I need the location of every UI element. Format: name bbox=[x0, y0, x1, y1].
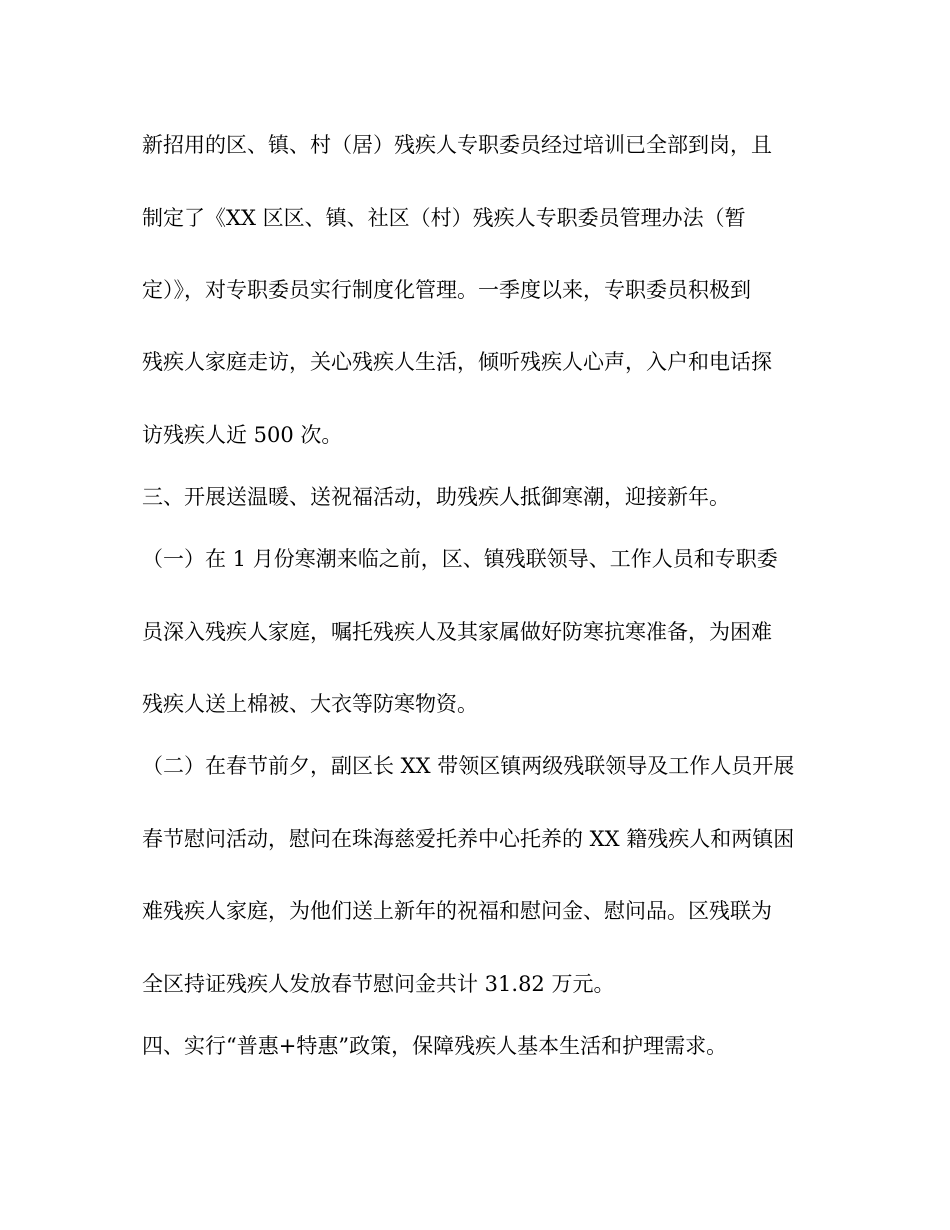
text-line-3: 定）》，对专职委员实行制度化管理。一季度以来，专职委员积极到 bbox=[142, 278, 751, 302]
text-line-7: （一）在 1 月份寒潮来临之前，区、镇残联领导、工作人员和专职委 bbox=[142, 547, 778, 571]
text-line-8: 员深入残疾人家庭，嘱托残疾人及其家属做好防寒抗寒准备，为困难 bbox=[142, 620, 772, 644]
section-heading-3: 三、开展送温暖、送祝福活动，助残疾人抵御寒潮，迎接新年。 bbox=[142, 485, 730, 509]
text-line-9: 残疾人送上棉被、大衣等防寒物资。 bbox=[142, 692, 478, 716]
text-line-10: （二）在春节前夕，副区长 XX 带领区镇两级残联领导及工作人员开展 bbox=[142, 754, 795, 778]
text-line-2: 制定了《XX 区区、镇、社区（村）残疾人专职委员管理办法（暂 bbox=[142, 206, 746, 230]
section-heading-4: 四、实行“普惠+特惠”政策，保障残疾人基本生活和护理需求。 bbox=[142, 1034, 728, 1058]
text-line-12: 难残疾人家庭，为他们送上新年的祝福和慰问金、慰问品。区残联为 bbox=[142, 899, 772, 923]
text-line-13: 全区持证残疾人发放春节慰问金共计 31.82 万元。 bbox=[142, 972, 615, 996]
text-line-1: 新招用的区、镇、村（居）残疾人专职委员经过培训已全部到岗，且 bbox=[142, 133, 772, 157]
text-line-4: 残疾人家庭走访，关心残疾人生活，倾听残疾人心声，入户和电话探 bbox=[142, 350, 772, 374]
text-line-5: 访残疾人近 500 次。 bbox=[142, 423, 343, 447]
text-line-11: 春节慰问活动，慰问在珠海慈爱托养中心托养的 XX 籍残疾人和两镇困 bbox=[142, 827, 795, 851]
